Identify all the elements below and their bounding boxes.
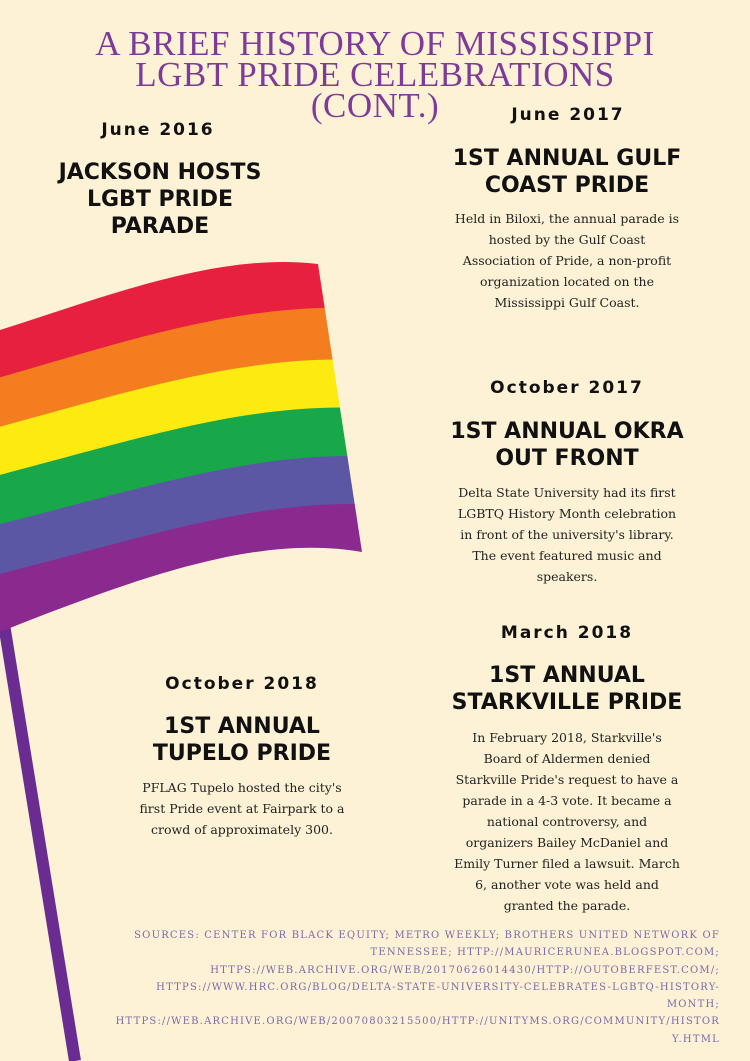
sources-line: HTTPS://WEB.ARCHIVE.ORG/WEB/20070803215500/HTTP://UNITYMS.ORG/COMMUNITY/HISTOR bbox=[115, 1016, 720, 1028]
event-heading bbox=[397, 418, 737, 472]
title-line: A BRIEF HISTORY OF MISSISSIPPI bbox=[95, 24, 655, 63]
sources-line: HTTPS://WWW.HRC.ORG/BLOG/DELTA-STATE-UNIVERSITY-CELEBRATES-LGBTQ-HISTORY- bbox=[156, 981, 720, 993]
body-line: Held in Biloxi, the annual parade is bbox=[454, 211, 680, 226]
event-description bbox=[397, 208, 737, 313]
body-line: LGBTQ History Month celebration bbox=[457, 506, 677, 521]
body-line: Delta State University had its first bbox=[458, 485, 676, 500]
body-line: granted the parade. bbox=[503, 898, 631, 913]
event-description bbox=[397, 482, 737, 587]
heading-line: OUT FRONT bbox=[495, 446, 639, 471]
heading-line: 1ST ANNUAL bbox=[164, 714, 320, 739]
heading-line: PARADE bbox=[110, 214, 210, 239]
body-line: Emily Turner filed a lawsuit. March bbox=[454, 856, 680, 871]
body-line: in front of the university's library. bbox=[460, 527, 674, 542]
body-line: crowd of approximately 300. bbox=[151, 822, 333, 837]
heading-line: JACKSON HOSTS bbox=[58, 160, 262, 185]
event-description bbox=[397, 727, 737, 916]
event-heading bbox=[20, 159, 300, 240]
heading-line: LGBT PRIDE bbox=[86, 187, 234, 212]
body-line: Mississippi Gulf Coast. bbox=[494, 295, 640, 310]
sources-line: SOURCES: CENTER FOR BLACK EQUITY; METRO WEEKLY; BROTHERS UNITED NETWORK OF bbox=[134, 930, 720, 941]
heading-line: 1ST ANNUAL GULF bbox=[452, 146, 682, 171]
event-heading bbox=[92, 713, 392, 767]
event-date: June 2017 bbox=[511, 105, 625, 125]
body-line: In February 2018, Starkville's bbox=[472, 730, 662, 745]
sources-citation bbox=[80, 927, 720, 1048]
flag-stripes bbox=[0, 248, 380, 700]
heading-line: COAST PRIDE bbox=[484, 173, 650, 198]
body-line: national controversy, and bbox=[486, 814, 648, 829]
body-line: Starkville Pride's request to have a bbox=[455, 772, 679, 787]
heading-line: STARKVILLE PRIDE bbox=[451, 690, 683, 715]
title-line: LGBT PRIDE CELEBRATIONS bbox=[135, 55, 615, 94]
event-date: March 2018 bbox=[500, 623, 634, 643]
body-line: first Pride event at Fairpark to a bbox=[139, 801, 345, 816]
event-heading bbox=[397, 662, 737, 716]
sources-line: Y.HTML bbox=[672, 1033, 720, 1045]
event-date: June 2016 bbox=[101, 120, 215, 140]
body-line: The event featured music and bbox=[472, 548, 662, 563]
body-line: Association of Pride, a non-profit bbox=[462, 253, 672, 268]
body-line: organizers Bailey McDaniel and bbox=[465, 835, 669, 850]
event-date: October 2017 bbox=[490, 378, 644, 398]
event-heading bbox=[397, 145, 737, 199]
body-line: PFLAG Tupelo hosted the city's bbox=[142, 780, 342, 795]
event-description bbox=[92, 777, 392, 840]
body-line: organization located on the bbox=[479, 274, 654, 289]
heading-line: TUPELO PRIDE bbox=[152, 741, 332, 766]
body-line: Board of Aldermen denied bbox=[483, 751, 651, 766]
heading-line: 1ST ANNUAL OKRA bbox=[450, 419, 684, 444]
sources-line: HTTPS://WEB.ARCHIVE.ORG/WEB/20170626014430/HTTP://OUTOBERFEST.COM/; bbox=[210, 964, 720, 976]
event-date: October 2018 bbox=[165, 674, 319, 694]
flag-pole bbox=[2, 612, 75, 1061]
sources-line: TENNESSEE; HTTP://MAURICERUNEA.BLOGSPOT.COM; bbox=[370, 947, 720, 959]
sources-line: MONTH; bbox=[666, 999, 720, 1011]
body-line: hosted by the Gulf Coast bbox=[488, 232, 646, 247]
heading-line: 1ST ANNUAL bbox=[489, 663, 645, 688]
title-line: (CONT.) bbox=[310, 86, 440, 125]
body-line: 6, another vote was held and bbox=[475, 877, 659, 892]
body-line: speakers. bbox=[536, 569, 598, 584]
body-line: parade in a 4-3 vote. It became a bbox=[462, 793, 672, 808]
